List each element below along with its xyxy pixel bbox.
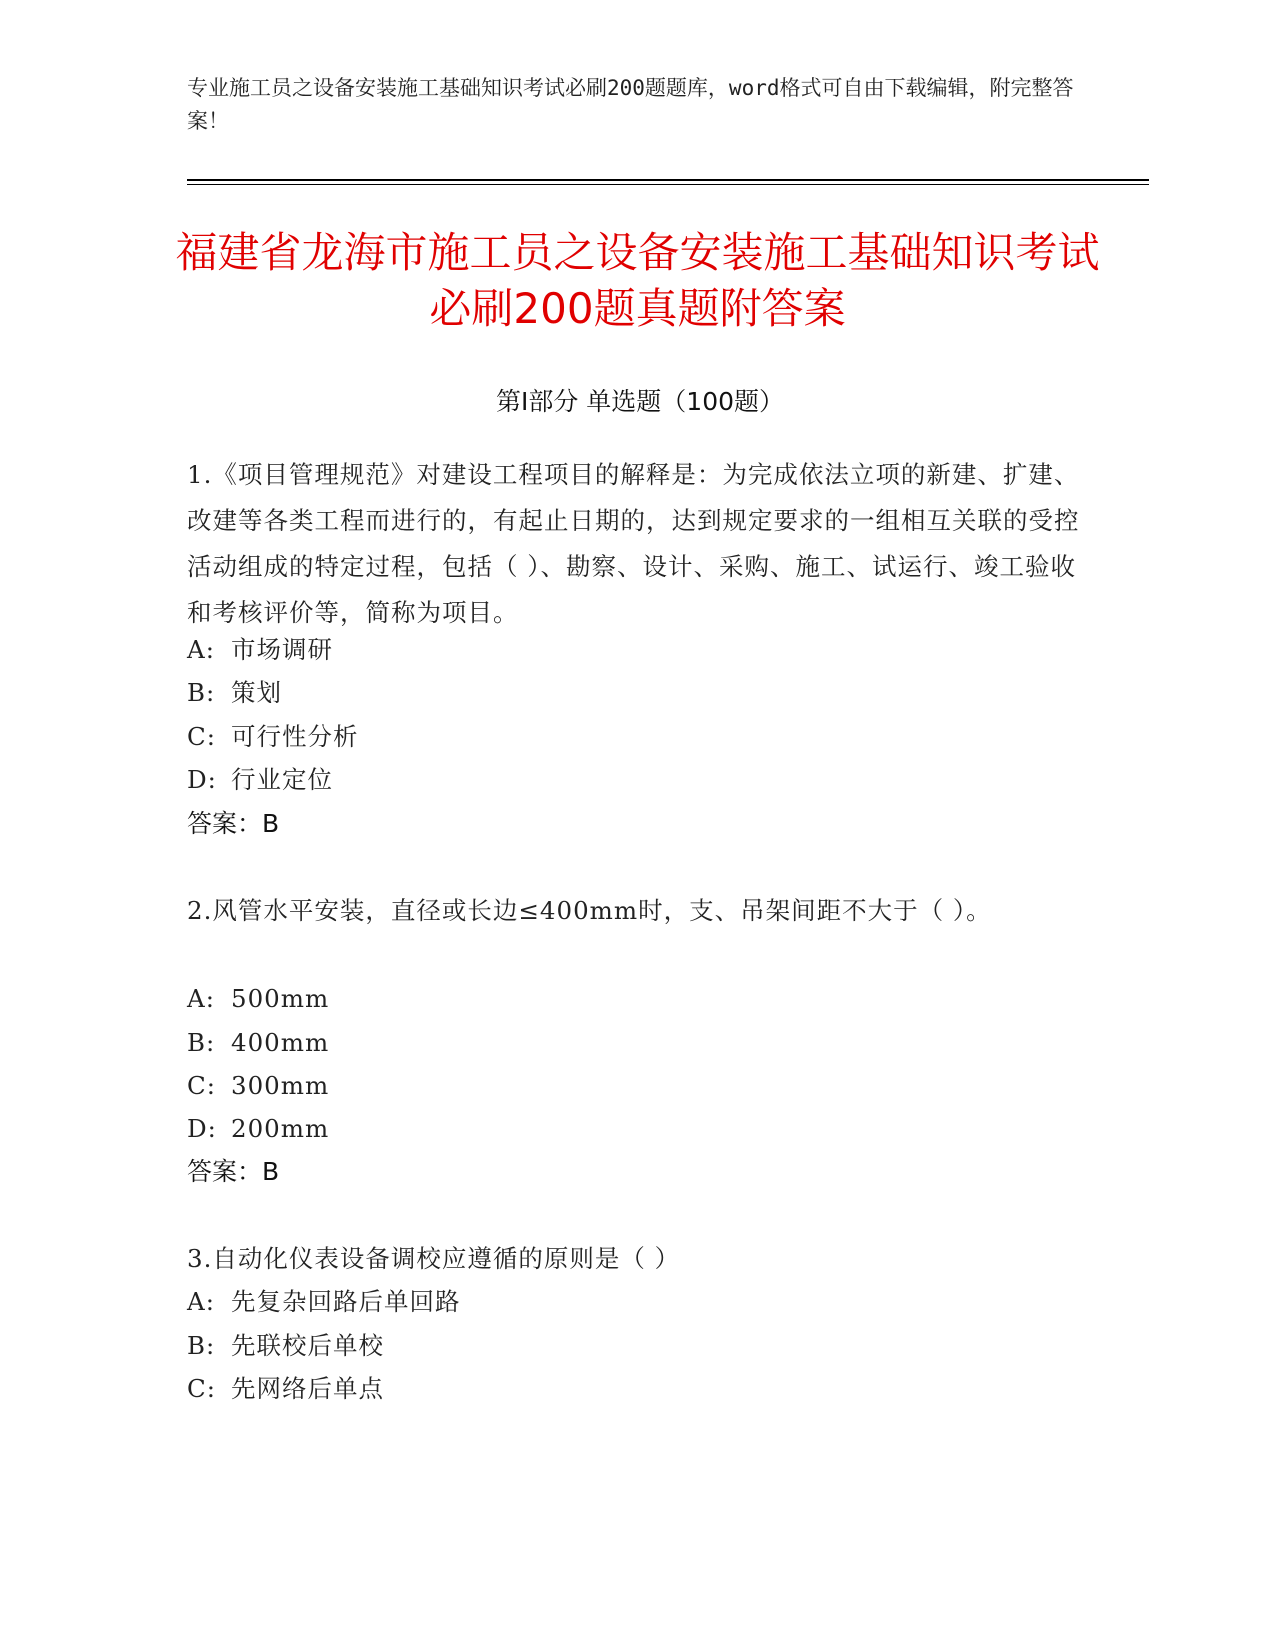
question-2-option-b — [187, 1025, 1067, 1061]
question-1-option-a — [187, 632, 1067, 668]
option-label: A: — [187, 1287, 215, 1316]
option-label: A: — [187, 635, 215, 664]
question-3-text: 3.自动化仪表设备调校应遵循的原则是（ ） — [187, 1244, 681, 1273]
option-label: C: — [187, 722, 217, 751]
option-text: 策划 — [231, 678, 282, 707]
option-label: A: — [187, 984, 215, 1013]
question-2-option-a — [187, 981, 1067, 1017]
question-2-text: 2.风管水平安装，直径或长边≤400mm时，支、吊架间距不大于（ ）。 — [187, 896, 992, 925]
option-text: 500mm — [231, 984, 330, 1013]
option-text: 300mm — [231, 1071, 330, 1100]
header-note: 专业施工员之设备安装施工基础知识考试必刷200题题库，word格式可自由下载编辑，附完整答案！ — [187, 76, 1074, 133]
question-1-option-c — [187, 719, 1067, 755]
question-3-option-c — [187, 1371, 1067, 1407]
question-2-option-d — [187, 1111, 1067, 1147]
option-label: C: — [187, 1071, 217, 1100]
option-text: 可行性分析 — [231, 722, 359, 751]
question-1-option-d — [187, 762, 1067, 798]
option-label: D: — [187, 1114, 217, 1143]
option-text: 市场调研 — [231, 635, 333, 664]
option-text: 行业定位 — [231, 765, 333, 794]
option-text: 先网络后单点 — [231, 1374, 384, 1403]
header-rule-thick — [187, 179, 1149, 181]
option-label: B: — [187, 1331, 216, 1360]
option-text: 先复杂回路后单回路 — [231, 1287, 461, 1316]
option-label: C: — [187, 1374, 217, 1403]
question-1-text: 1.《项目管理规范》对建设工程项目的解释是：为完成依法立项的新建、扩建、改建等各类工程而进行的，有起止日期的，达到规定要求的一组相互关联的受控活动组成的特定过程，包括（ ）、勘察、设计、采购、施工、试运行、竣工验收和考核评价等，简称为项目。 — [187, 460, 1080, 627]
option-label: B: — [187, 678, 216, 707]
header-rule-thin — [187, 184, 1149, 185]
section-title: 第Ⅰ部分 单选题（100题） — [495, 387, 785, 416]
question-3-option-b — [187, 1328, 1067, 1364]
option-label: D: — [187, 765, 217, 794]
question-2-answer: 答案：B — [187, 1157, 280, 1186]
question-3-option-a — [187, 1284, 1067, 1320]
question-1-answer: 答案：B — [187, 809, 280, 838]
option-text: 200mm — [231, 1114, 330, 1143]
option-text: 400mm — [231, 1028, 330, 1057]
question-2-option-c — [187, 1068, 1067, 1104]
option-text: 先联校后单校 — [231, 1331, 384, 1360]
document-title: 福建省龙海市施工员之设备安装施工基础知识考试必刷200题真题附答案 — [175, 228, 1100, 333]
option-label: B: — [187, 1028, 216, 1057]
question-1-option-b — [187, 675, 1067, 711]
